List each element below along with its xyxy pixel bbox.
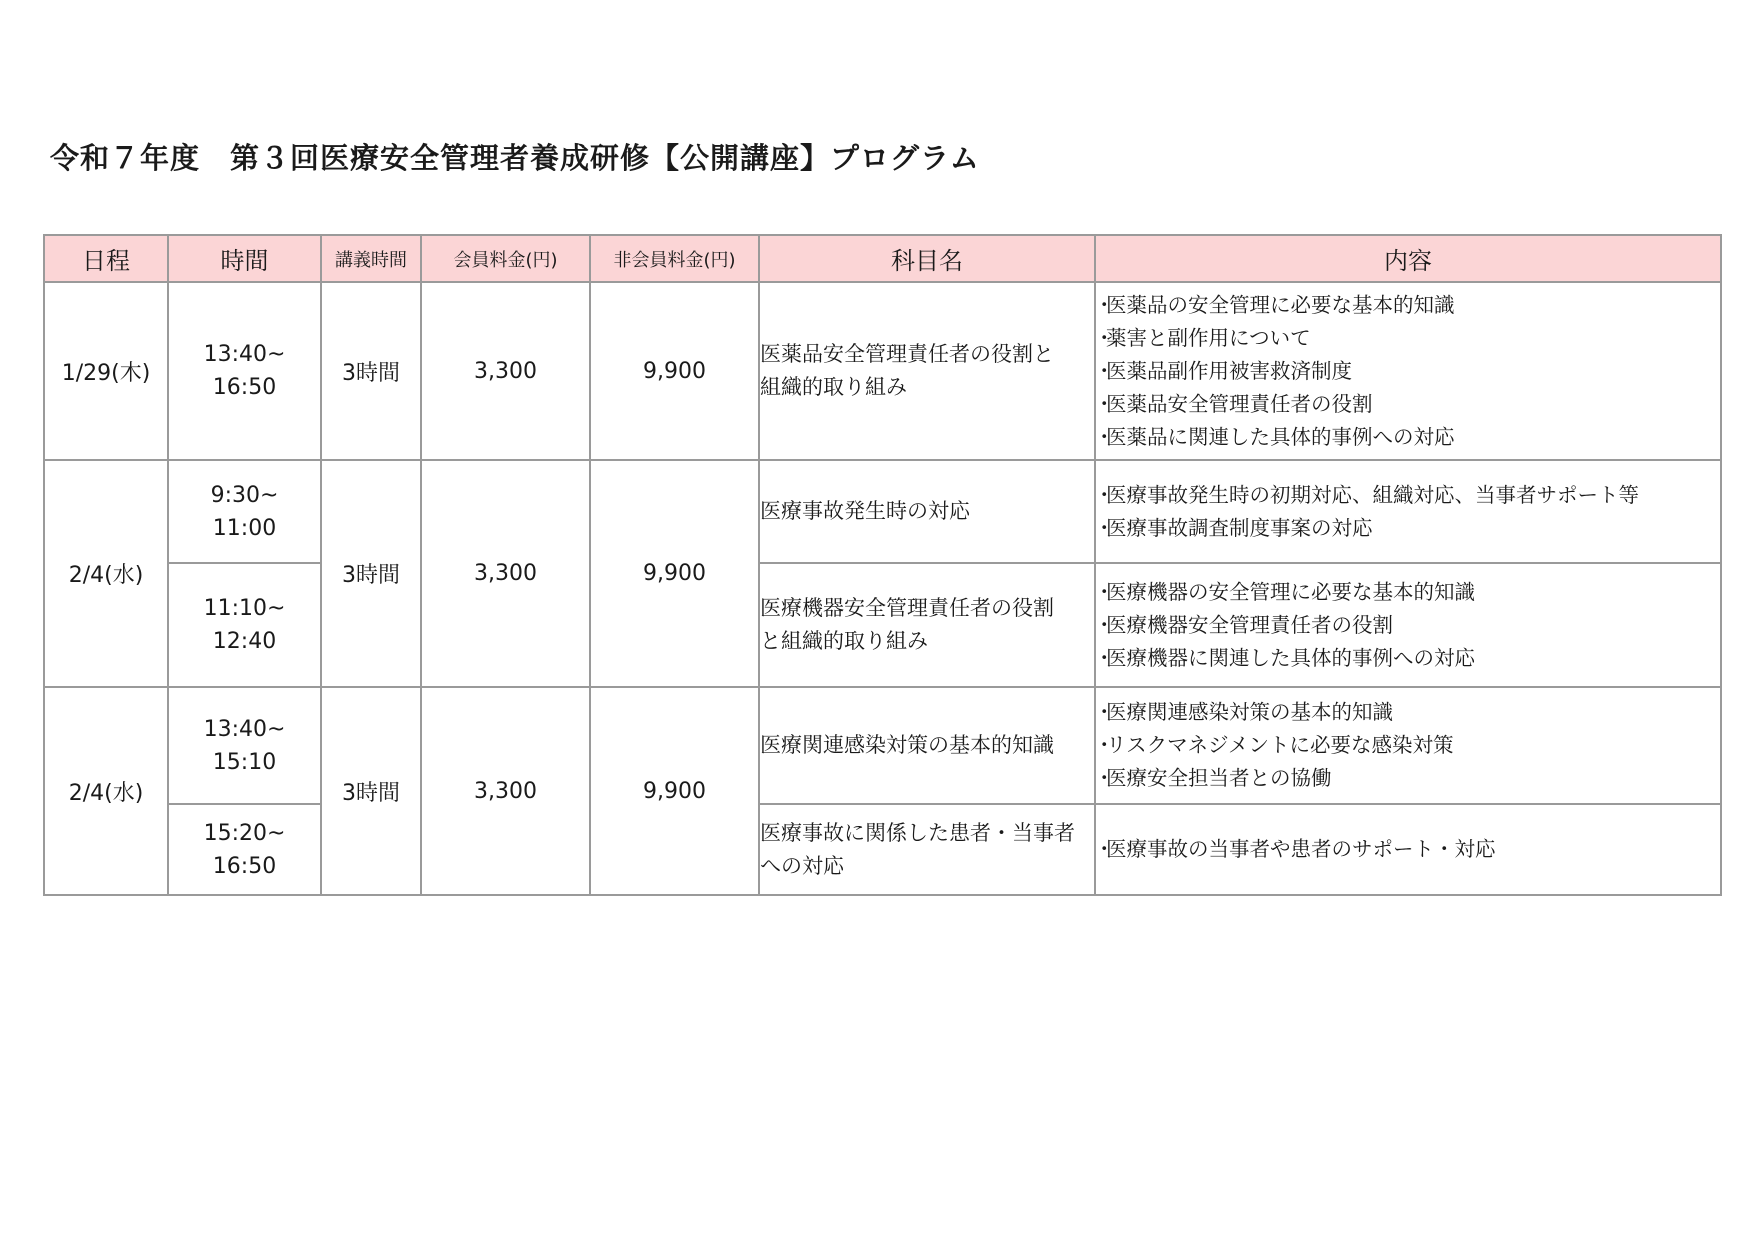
- content-item: ・ 医療事故の当事者や患者のサポート・対応: [1096, 833, 1720, 866]
- duration-cell: 3時間: [321, 460, 421, 687]
- table-row: [44, 282, 1721, 460]
- date-cell: 2/4(水): [44, 460, 168, 687]
- table-row: [44, 563, 1721, 687]
- duration-cell: 3時間: [321, 687, 421, 895]
- content-list: [1096, 479, 1720, 545]
- header-nonmember-fee: 非会員料金(円): [590, 235, 759, 282]
- table-row: [44, 460, 1721, 563]
- header-date: 日程: [44, 235, 168, 282]
- subject-line: 組織的取り組み: [760, 375, 907, 399]
- subject-line: 医療機器安全管理責任者の役割: [760, 596, 1054, 620]
- header-content: 内容: [1095, 235, 1721, 282]
- nonmember-fee-cell: 9,900: [590, 687, 759, 895]
- content-item: ・ 医療機器の安全管理に必要な基本的知識: [1096, 576, 1720, 609]
- subject-line: 医薬品安全管理責任者の役割と: [760, 342, 1054, 366]
- subject-line: への対応: [760, 853, 844, 878]
- content-list: [1096, 289, 1720, 454]
- time-cell: [168, 460, 321, 563]
- date-cell: 1/29(木): [44, 282, 168, 460]
- header-row: [44, 235, 1721, 282]
- member-fee-cell: 3,300: [421, 282, 590, 460]
- content-item: ・ 医療機器安全管理責任者の役割: [1096, 609, 1720, 642]
- header-duration: 講義時間: [321, 235, 421, 282]
- time-start: 11:10~: [203, 596, 286, 621]
- time-end: 15:10: [212, 749, 277, 775]
- content-list: [1096, 576, 1720, 675]
- content-item: ・ 薬害と副作用について: [1096, 322, 1720, 355]
- content-item: ・ 医薬品副作用被害救済制度: [1096, 355, 1720, 388]
- subject-cell: [759, 460, 1095, 563]
- time-cell: [168, 563, 321, 687]
- content-item: ・ 医療事故発生時の初期対応、組織対応、当事者サポート等: [1096, 479, 1720, 512]
- member-fee-cell: 3,300: [421, 460, 590, 687]
- page-title: 令和７年度 第３回医療安全管理者養成研修【公開講座】プログラム: [50, 141, 980, 175]
- content-item: ・ 医療事故調査制度事案の対応: [1096, 512, 1720, 545]
- time-cell: [168, 687, 321, 804]
- table-row: [44, 687, 1721, 804]
- subject-cell: [759, 563, 1095, 687]
- content-item: ・ 医療安全担当者との協働: [1096, 762, 1720, 795]
- content-cell: [1095, 563, 1721, 687]
- time-end: 12:40: [212, 629, 277, 654]
- nonmember-fee-cell: 9,900: [590, 282, 759, 460]
- subject-line: 医療事故に関係した患者・当事者: [760, 820, 1075, 845]
- time-start: 13:40~: [203, 716, 286, 742]
- time-start: 15:20~: [203, 820, 286, 846]
- time-end: 16:50: [212, 853, 277, 879]
- time-end: 16:50: [212, 375, 277, 400]
- time-start: 13:40~: [203, 342, 286, 367]
- subject-cell: [759, 282, 1095, 460]
- subject-line: 医療事故発生時の対応: [760, 499, 970, 523]
- duration-cell: 3時間: [321, 282, 421, 460]
- header-time: 時間: [168, 235, 321, 282]
- time-cell: [168, 282, 321, 460]
- subject-cell: [759, 804, 1095, 895]
- content-list: [1096, 833, 1720, 866]
- content-cell: [1095, 282, 1721, 460]
- table-row: [44, 804, 1721, 895]
- header-member-fee: 会員料金(円): [421, 235, 590, 282]
- subject-line: と組織的取り組み: [760, 629, 928, 653]
- content-item: ・ 医薬品に関連した具体的事例への対応: [1096, 421, 1720, 454]
- subject-line: 医療関連感染対策の基本的知識: [760, 733, 1054, 757]
- content-list: [1096, 696, 1720, 795]
- content-cell: [1095, 804, 1721, 895]
- content-item: ・ 医薬品安全管理責任者の役割: [1096, 388, 1720, 421]
- program-table: [43, 234, 1722, 896]
- content-item: ・ 医薬品の安全管理に必要な基本的知識: [1096, 289, 1720, 322]
- content-cell: [1095, 687, 1721, 804]
- time-cell: [168, 804, 321, 895]
- header-subject: 科目名: [759, 235, 1095, 282]
- nonmember-fee-cell: 9,900: [590, 460, 759, 687]
- subject-cell: [759, 687, 1095, 804]
- member-fee-cell: 3,300: [421, 687, 590, 895]
- content-cell: [1095, 460, 1721, 563]
- time-start: 9:30~: [210, 482, 279, 508]
- time-end: 11:00: [212, 515, 277, 541]
- date-cell: 2/4(水): [44, 687, 168, 895]
- content-item: ・ 医療関連感染対策の基本的知識: [1096, 696, 1720, 729]
- content-item: ・ リスクマネジメントに必要な感染対策: [1096, 729, 1720, 762]
- content-item: ・ 医療機器に関連した具体的事例への対応: [1096, 642, 1720, 675]
